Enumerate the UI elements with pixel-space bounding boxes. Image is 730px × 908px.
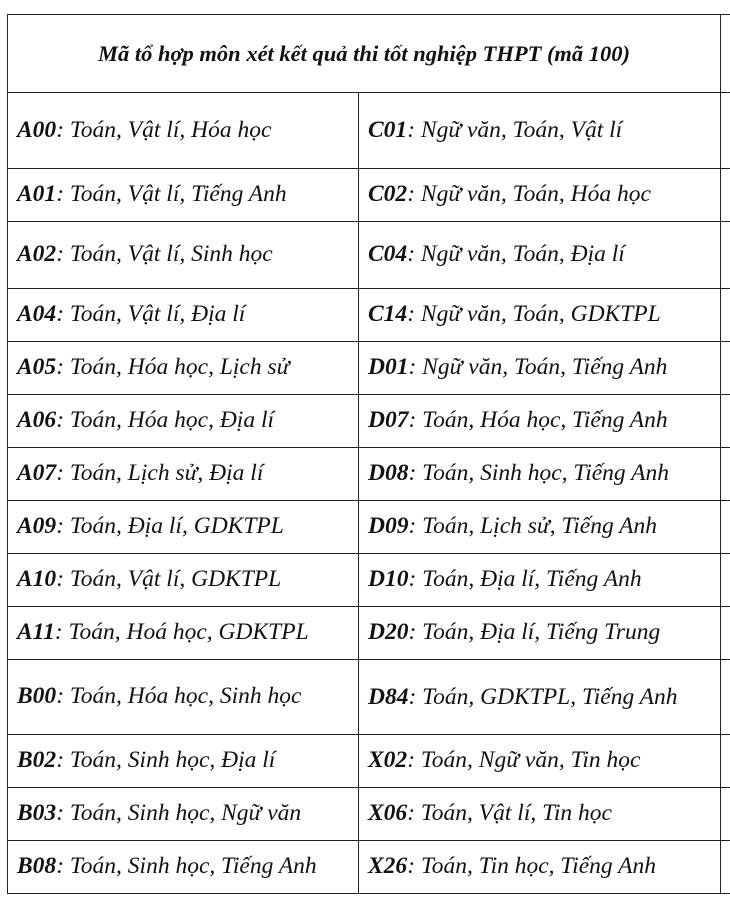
combination-code: D10 [368,566,409,593]
extra-column-cell [721,841,730,894]
extra-column-cell [721,222,730,289]
table-header-row [8,15,730,93]
combination-cell [8,501,359,554]
combination-cell [8,289,359,342]
table-row [8,735,730,788]
combination-code: A10 [17,566,57,593]
table-row [8,554,730,607]
combination-subjects: : Toán, Sinh học, Ngữ văn [56,800,302,827]
table-row [8,93,730,169]
extra-column-cell [721,169,730,222]
extra-column-cell [721,607,730,660]
combination-cell [359,735,721,788]
combination-cell [8,169,359,222]
combination-subjects: : Toán, Ngữ văn, Tin học [407,747,641,774]
combination-cell [8,554,359,607]
combination-subjects: : Toán, Sinh học, Địa lí [56,747,276,774]
combination-cell [8,607,359,660]
table-row [8,222,730,289]
combination-code: A11 [17,619,55,646]
combination-code: A05 [17,354,57,381]
extra-column-cell [721,788,730,841]
combination-cell [359,660,721,735]
table-row [8,448,730,501]
extra-column-cell [721,448,730,501]
combination-code: D01 [368,354,409,381]
combination-code: A06 [17,407,57,434]
table-title: Mã tổ hợp môn xét kết quả thi tốt nghiệp THPT (mã 100) [8,15,721,93]
table-row [8,501,730,554]
extra-column-cell [721,289,730,342]
combination-cell [8,788,359,841]
combination-cell [8,222,359,289]
table-row [8,169,730,222]
combination-code: X26 [368,853,408,880]
combination-code: B08 [17,853,57,880]
combination-cell [359,169,721,222]
combination-code: C01 [368,116,408,143]
combination-code: A04 [17,301,57,328]
combination-subjects: : Toán, Vật lí, GDKTPL [56,566,282,593]
table-row [8,607,730,660]
combination-code: A09 [17,513,57,540]
combination-subjects: : Toán, Hóa học, Tiếng Anh [408,407,668,434]
combination-code: A01 [17,181,57,208]
combination-code: D07 [368,407,409,434]
extra-column-cell [721,735,730,788]
table-row [8,342,730,395]
combination-cell [8,660,359,735]
combination-subjects: : Toán, Địa lí, Tiếng Anh [408,566,642,593]
subject-combination-table [7,14,730,894]
extra-column-cell [721,660,730,735]
combination-cell [359,501,721,554]
table-row [8,841,730,894]
combination-cell [8,93,359,169]
combination-subjects: : Toán, Sinh học, Tiếng Anh [408,460,669,487]
combination-code: C04 [368,241,408,268]
combination-code: D20 [368,619,409,646]
combination-code: D09 [368,513,409,540]
combination-subjects: : Toán, Tin học, Tiếng Anh [407,853,656,880]
combination-cell [359,788,721,841]
extra-column-cell [721,93,730,169]
extra-column-cell [721,501,730,554]
combination-cell [359,554,721,607]
combination-cell [359,222,721,289]
combination-subjects: : Toán, GDKTPL, Tiếng Anh [408,683,678,710]
combination-code: A00 [17,116,57,143]
combination-code: X02 [368,747,408,774]
table-row [8,788,730,841]
combination-subjects: : Toán, Sinh học, Tiếng Anh [56,853,317,880]
combination-subjects: : Toán, Hóa học, Địa lí [56,407,275,434]
combination-code: A07 [17,460,57,487]
combination-code: A02 [17,241,57,268]
combination-cell [8,448,359,501]
combination-cell [359,607,721,660]
combination-subjects: : Ngữ văn, Toán, GDKTPL [407,301,661,328]
combination-code: C02 [368,181,408,208]
table-row [8,289,730,342]
combination-code: D84 [368,683,409,710]
combination-subjects: : Toán, Hóa học, Lịch sử [56,354,290,381]
combination-subjects: : Toán, Lịch sử, Tiếng Anh [408,513,658,540]
combination-subjects: : Toán, Vật lí, Hóa học [56,116,272,143]
combination-subjects: : Toán, Địa lí, GDKTPL [56,513,284,540]
combination-subjects: : Toán, Lịch sử, Địa lí [56,460,264,487]
combination-code: B03 [17,800,57,827]
combination-code: B02 [17,747,57,774]
combination-subjects: : Ngữ văn, Toán, Hóa học [407,181,651,208]
combination-subjects: : Ngữ văn, Toán, Vật lí [407,116,623,143]
extra-column-cell [721,395,730,448]
combination-cell [359,93,721,169]
combination-subjects: : Toán, Vật lí, Tiếng Anh [56,181,287,208]
combination-cell [359,841,721,894]
table-row [8,660,730,735]
combination-cell [359,342,721,395]
extra-column-cell [721,342,730,395]
combination-subjects: : Toán, Hoá học, GDKTPL [54,619,309,646]
combination-cell [8,395,359,448]
extra-column-cell [721,554,730,607]
combination-code: C14 [368,301,408,328]
combination-code: D08 [368,460,409,487]
combination-subjects: : Toán, Vật lí, Sinh học [56,241,273,268]
combination-subjects: : Toán, Hóa học, Sinh học [56,683,302,710]
combination-code: B00 [17,683,57,710]
combination-code: X06 [368,800,408,827]
combination-subjects: : Ngữ văn, Toán, Địa lí [407,241,625,268]
combination-subjects: : Toán, Vật lí, Địa lí [56,301,246,328]
combination-subjects: : Ngữ văn, Toán, Tiếng Anh [408,354,668,381]
combination-cell [359,289,721,342]
combination-cell [8,342,359,395]
combination-cell [8,841,359,894]
combination-cell [8,735,359,788]
extra-column-cell [721,15,730,93]
combination-subjects: : Toán, Địa lí, Tiếng Trung [408,619,661,646]
combination-cell [359,395,721,448]
combination-cell [359,448,721,501]
table-row [8,395,730,448]
combination-subjects: : Toán, Vật lí, Tin học [407,800,612,827]
